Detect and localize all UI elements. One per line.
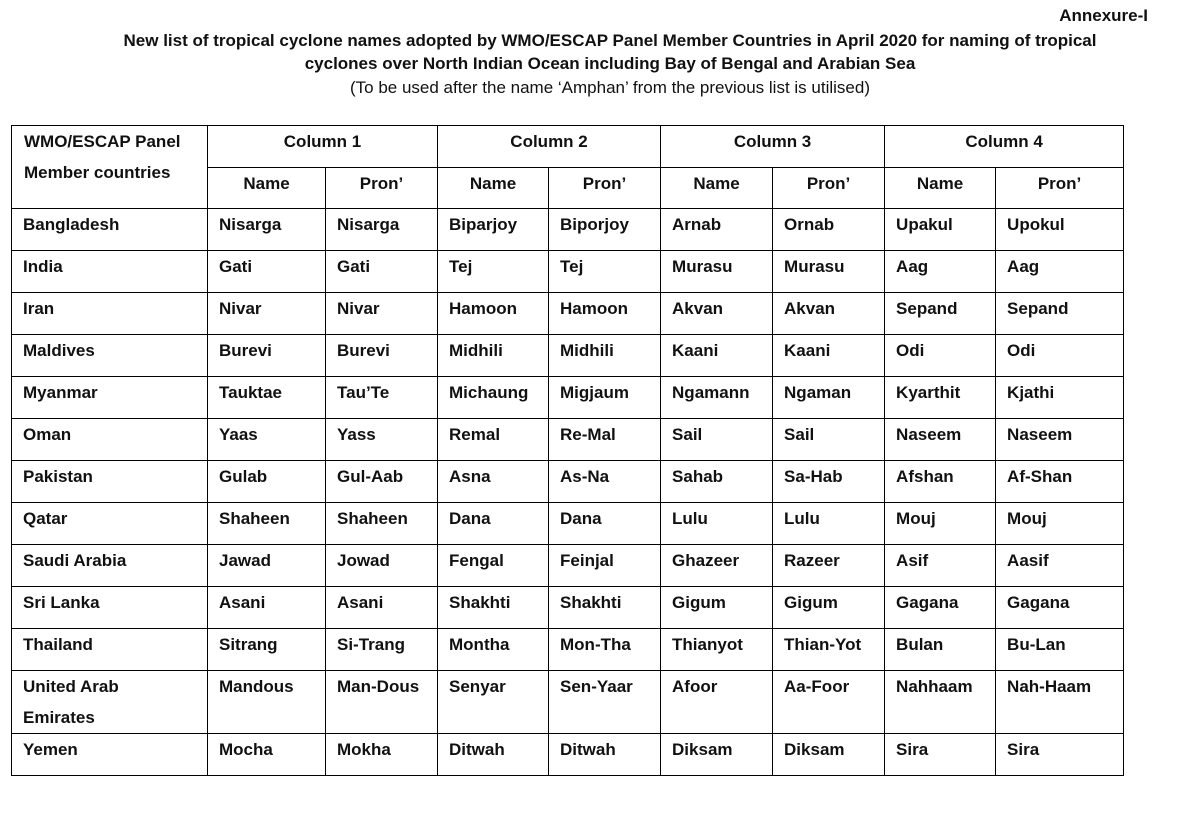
name-cell: Biparjoy	[438, 209, 549, 251]
name-cell: Murasu	[661, 251, 773, 293]
country-cell: Yemen	[12, 734, 208, 776]
country-cell: Myanmar	[12, 377, 208, 419]
pron-cell: Mouj	[996, 503, 1124, 545]
name-cell: Lulu	[661, 503, 773, 545]
table-row	[12, 671, 1124, 734]
pron-cell: Shaheen	[326, 503, 438, 545]
cyclone-names-table	[11, 125, 1124, 776]
pron-cell: Mon-Tha	[549, 629, 661, 671]
name-cell: Ngamann	[661, 377, 773, 419]
name-cell: Gulab	[208, 461, 326, 503]
pron-cell: Sail	[773, 419, 885, 461]
pron-cell: Sa-Hab	[773, 461, 885, 503]
name-cell: Sail	[661, 419, 773, 461]
name-cell: Mouj	[885, 503, 996, 545]
table-row	[12, 293, 1124, 335]
pron-cell: Odi	[996, 335, 1124, 377]
country-cell: Sri Lanka	[12, 587, 208, 629]
annexure-label: Annexure-I	[1059, 6, 1148, 25]
pron-cell: Murasu	[773, 251, 885, 293]
pron-cell: Kjathi	[996, 377, 1124, 419]
name-cell: Remal	[438, 419, 549, 461]
pron-cell: Ornab	[773, 209, 885, 251]
column-header-2: Column 2	[438, 126, 661, 168]
pron-cell: Shakhti	[549, 587, 661, 629]
name-cell: Fengal	[438, 545, 549, 587]
subheader-name: Name	[885, 168, 996, 209]
name-cell: Montha	[438, 629, 549, 671]
name-cell: Arnab	[661, 209, 773, 251]
table-row	[12, 419, 1124, 461]
pron-cell: Bu-Lan	[996, 629, 1124, 671]
pron-cell: Aasif	[996, 545, 1124, 587]
name-cell: Kyarthit	[885, 377, 996, 419]
pron-cell: Nivar	[326, 293, 438, 335]
country-cell: Bangladesh	[12, 209, 208, 251]
name-cell: Tej	[438, 251, 549, 293]
pron-cell: Af-Shan	[996, 461, 1124, 503]
name-cell: Sitrang	[208, 629, 326, 671]
table-row	[12, 545, 1124, 587]
name-cell: Odi	[885, 335, 996, 377]
name-cell: Thianyot	[661, 629, 773, 671]
pron-cell: Tau’Te	[326, 377, 438, 419]
name-cell: Sira	[885, 734, 996, 776]
title-line-2: cyclones over North Indian Ocean including Bay of Bengal and Arabian Sea	[304, 54, 916, 73]
name-cell: Gigum	[661, 587, 773, 629]
name-cell: Ghazeer	[661, 545, 773, 587]
name-cell: Afoor	[661, 671, 773, 734]
country-cell: Iran	[12, 293, 208, 335]
name-cell: Burevi	[208, 335, 326, 377]
table-row	[12, 377, 1124, 419]
name-cell: Asif	[885, 545, 996, 587]
table-body	[12, 209, 1124, 776]
pron-cell: Mokha	[326, 734, 438, 776]
table-row	[12, 335, 1124, 377]
pron-cell: Si-Trang	[326, 629, 438, 671]
pron-cell: Kaani	[773, 335, 885, 377]
name-cell: Upakul	[885, 209, 996, 251]
document-title	[40, 29, 1180, 75]
name-cell: Sepand	[885, 293, 996, 335]
table-row	[12, 461, 1124, 503]
pron-cell: Nah-Haam	[996, 671, 1124, 734]
pron-cell: Dana	[549, 503, 661, 545]
pron-cell: Midhili	[549, 335, 661, 377]
pron-cell: Akvan	[773, 293, 885, 335]
pron-cell: Aa-Foor	[773, 671, 885, 734]
pron-cell: Sira	[996, 734, 1124, 776]
pron-cell: Man-Dous	[326, 671, 438, 734]
subheader-name: Name	[208, 168, 326, 209]
document-subtitle: (To be used after the name ‘Amphan’ from the previous list is utilised)	[349, 78, 870, 97]
pron-cell: Thian-Yot	[773, 629, 885, 671]
name-cell: Shakhti	[438, 587, 549, 629]
table-row	[12, 209, 1124, 251]
pron-cell: Sepand	[996, 293, 1124, 335]
subheader-pron: Pron’	[996, 168, 1124, 209]
pron-cell: Diksam	[773, 734, 885, 776]
name-cell: Mandous	[208, 671, 326, 734]
name-cell: Asna	[438, 461, 549, 503]
country-column-header: WMO/ESCAP Panel Member countries	[12, 126, 208, 209]
country-cell: Pakistan	[12, 461, 208, 503]
name-cell: Afshan	[885, 461, 996, 503]
country-cell: Saudi Arabia	[12, 545, 208, 587]
pron-cell: Hamoon	[549, 293, 661, 335]
pron-cell: Gagana	[996, 587, 1124, 629]
pron-cell: Upokul	[996, 209, 1124, 251]
name-cell: Nivar	[208, 293, 326, 335]
name-cell: Naseem	[885, 419, 996, 461]
name-cell: Jawad	[208, 545, 326, 587]
name-cell: Tauktae	[208, 377, 326, 419]
table-row	[12, 629, 1124, 671]
table-row	[12, 587, 1124, 629]
name-cell: Nahhaam	[885, 671, 996, 734]
name-cell: Hamoon	[438, 293, 549, 335]
pron-cell: Nisarga	[326, 209, 438, 251]
pron-cell: Tej	[549, 251, 661, 293]
name-cell: Mocha	[208, 734, 326, 776]
name-cell: Bulan	[885, 629, 996, 671]
title-line-1: New list of tropical cyclone names adopted by WMO/ESCAP Panel Member Countries in April 2020 for naming of tropical	[123, 31, 1097, 50]
country-cell: Oman	[12, 419, 208, 461]
name-cell: Asani	[208, 587, 326, 629]
name-cell: Nisarga	[208, 209, 326, 251]
pron-cell: Lulu	[773, 503, 885, 545]
pron-cell: Asani	[326, 587, 438, 629]
pron-cell: Naseem	[996, 419, 1124, 461]
column-header-4: Column 4	[885, 126, 1124, 168]
subheader-name: Name	[661, 168, 773, 209]
pron-cell: As-Na	[549, 461, 661, 503]
name-cell: Senyar	[438, 671, 549, 734]
subheader-name: Name	[438, 168, 549, 209]
pron-cell: Gigum	[773, 587, 885, 629]
pron-cell: Yass	[326, 419, 438, 461]
country-cell: United Arab Emirates	[12, 671, 208, 734]
subheader-pron: Pron’	[549, 168, 661, 209]
table-row	[12, 734, 1124, 776]
name-cell: Akvan	[661, 293, 773, 335]
country-cell: India	[12, 251, 208, 293]
pron-cell: Gati	[326, 251, 438, 293]
country-cell: Maldives	[12, 335, 208, 377]
table-row	[12, 251, 1124, 293]
pron-cell: Razeer	[773, 545, 885, 587]
pron-cell: Aag	[996, 251, 1124, 293]
pron-cell: Ngaman	[773, 377, 885, 419]
pron-cell: Ditwah	[549, 734, 661, 776]
country-cell: Qatar	[12, 503, 208, 545]
name-cell: Dana	[438, 503, 549, 545]
pron-cell: Biporjoy	[549, 209, 661, 251]
pron-cell: Re-Mal	[549, 419, 661, 461]
name-cell: Midhili	[438, 335, 549, 377]
pron-cell: Burevi	[326, 335, 438, 377]
pron-cell: Sen-Yaar	[549, 671, 661, 734]
subheader-pron: Pron’	[773, 168, 885, 209]
name-cell: Ditwah	[438, 734, 549, 776]
name-cell: Michaung	[438, 377, 549, 419]
subheader-pron: Pron’	[326, 168, 438, 209]
column-header-1: Column 1	[208, 126, 438, 168]
name-cell: Diksam	[661, 734, 773, 776]
name-cell: Aag	[885, 251, 996, 293]
table-row	[12, 503, 1124, 545]
name-cell: Yaas	[208, 419, 326, 461]
pron-cell: Feinjal	[549, 545, 661, 587]
name-cell: Sahab	[661, 461, 773, 503]
name-cell: Kaani	[661, 335, 773, 377]
pron-cell: Gul-Aab	[326, 461, 438, 503]
name-cell: Gagana	[885, 587, 996, 629]
name-cell: Shaheen	[208, 503, 326, 545]
pron-cell: Jowad	[326, 545, 438, 587]
pron-cell: Migjaum	[549, 377, 661, 419]
name-cell: Gati	[208, 251, 326, 293]
country-cell: Thailand	[12, 629, 208, 671]
column-header-3: Column 3	[661, 126, 885, 168]
